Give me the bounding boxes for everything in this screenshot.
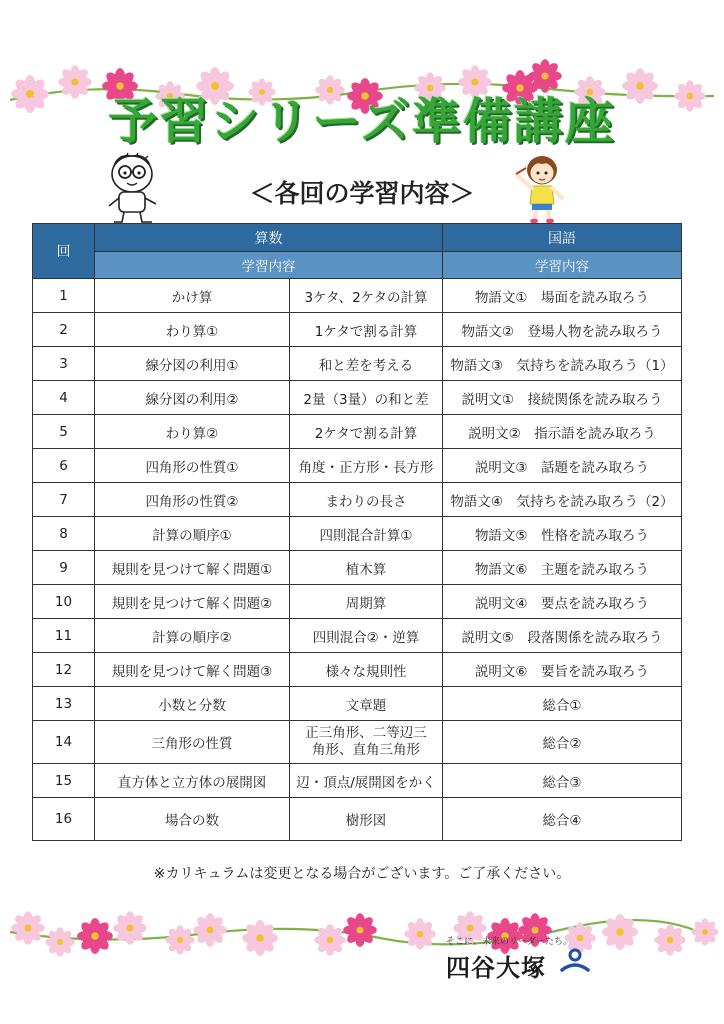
flower-icon	[404, 918, 436, 950]
curriculum-change-note: ※カリキュラムは変更となる場合がございます。ご了承ください。	[153, 866, 571, 882]
flower-icon	[77, 918, 113, 954]
math-detail: 角度・正方形・長方形	[290, 449, 443, 483]
flower-garland-bottom	[0, 892, 724, 982]
math-detail: 和と差を考える	[290, 347, 443, 381]
round-number: 9	[33, 551, 95, 585]
table-row	[33, 619, 682, 653]
flower-icon	[602, 914, 638, 950]
math-detail: 3ケタ、2ケタの計算	[290, 279, 443, 313]
math-detail-line: 角形、直角三角形	[312, 742, 420, 758]
round-number: 2	[33, 313, 95, 347]
round-number: 13	[33, 687, 95, 721]
math-detail: 四則混合②・逆算	[290, 619, 443, 653]
japanese-content: 物語文⑥ 主題を読み取ろう	[443, 551, 682, 585]
japanese-content: 説明文④ 要点を読み取ろう	[443, 585, 682, 619]
table-row	[33, 279, 682, 313]
japanese-content: 物語文③ 気持ちを読み取ろう（1）	[443, 347, 682, 381]
math-column-header: 算数	[95, 224, 443, 252]
round-number: 7	[33, 483, 95, 517]
page-title: 予習シリーズ準備講座	[108, 93, 616, 150]
flower-icon	[45, 927, 74, 956]
table-row	[33, 415, 682, 449]
round-number: 10	[33, 585, 95, 619]
round-column-header: 回	[33, 224, 95, 279]
flower-icon	[11, 911, 45, 945]
math-unit: わり算①	[95, 313, 290, 347]
math-detail	[290, 721, 443, 764]
math-detail: 四則混合計算①	[290, 517, 443, 551]
math-unit: 計算の順序①	[95, 517, 290, 551]
japanese-content: 物語文④ 気持ちを読み取ろう（2）	[443, 483, 682, 517]
japanese-sub-header: 学習内容	[443, 252, 682, 279]
math-detail: 様々な規則性	[290, 653, 443, 687]
japanese-content: 物語文② 登場人物を読み取ろう	[443, 313, 682, 347]
math-unit: 計算の順序②	[95, 619, 290, 653]
japanese-content: 物語文① 場面を読み取ろう	[443, 279, 682, 313]
round-number: 15	[33, 764, 95, 798]
table-row	[33, 381, 682, 415]
japanese-content: 総合②	[443, 721, 682, 764]
math-sub-header: 学習内容	[95, 252, 443, 279]
table-row	[33, 764, 682, 798]
table-row	[33, 517, 682, 551]
round-number: 6	[33, 449, 95, 483]
yotsuya-otsuka-logo	[446, 934, 606, 984]
japanese-content: 物語文⑤ 性格を読み取ろう	[443, 517, 682, 551]
table-row	[33, 347, 682, 381]
math-unit: 場合の数	[95, 798, 290, 841]
japanese-content: 総合③	[443, 764, 682, 798]
round-number: 14	[33, 721, 95, 764]
math-detail: 文章題	[290, 687, 443, 721]
math-unit: 規則を見つけて解く問題②	[95, 585, 290, 619]
math-detail: まわりの長さ	[290, 483, 443, 517]
round-number: 8	[33, 517, 95, 551]
math-unit: 小数と分数	[95, 687, 290, 721]
table-row	[33, 483, 682, 517]
logo-slogan: そこに、未来のリーダーたち。	[446, 937, 573, 947]
table-row	[33, 313, 682, 347]
flower-icon	[113, 911, 147, 945]
flower-icon	[193, 913, 227, 947]
japanese-content: 説明文③ 話題を読み取ろう	[443, 449, 682, 483]
table-row	[33, 551, 682, 585]
math-unit: 線分図の利用①	[95, 347, 290, 381]
table-row	[33, 721, 682, 764]
flower-icon	[165, 925, 194, 954]
math-detail: 2ケタで割る計算	[290, 415, 443, 449]
math-unit: 四角形の性質①	[95, 449, 290, 483]
round-number: 12	[33, 653, 95, 687]
math-unit: 四角形の性質②	[95, 483, 290, 517]
flower-icon	[314, 924, 346, 956]
flower-icon	[654, 924, 686, 956]
table-row	[33, 798, 682, 841]
round-number: 1	[33, 279, 95, 313]
round-number: 11	[33, 619, 95, 653]
math-detail: 辺・頂点/展開図をかく	[290, 764, 443, 798]
flower-icon	[242, 920, 278, 956]
flower-icon	[343, 913, 377, 947]
math-unit: 三角形の性質	[95, 721, 290, 764]
math-unit: 規則を見つけて解く問題①	[95, 551, 290, 585]
flower-icon	[528, 59, 562, 93]
round-number: 5	[33, 415, 95, 449]
section-subtitle: ＜各回の学習内容＞	[249, 179, 475, 208]
round-number: 3	[33, 347, 95, 381]
logo-mark-icon	[558, 944, 592, 978]
math-unit: 直方体と立方体の展開図	[95, 764, 290, 798]
table-row	[33, 687, 682, 721]
table-row	[33, 585, 682, 619]
round-number: 4	[33, 381, 95, 415]
math-unit: わり算②	[95, 415, 290, 449]
table-row	[33, 653, 682, 687]
math-detail: 1ケタで割る計算	[290, 313, 443, 347]
math-detail: 植木算	[290, 551, 443, 585]
japanese-column-header: 国語	[443, 224, 682, 252]
flower-icon	[691, 918, 718, 945]
japanese-content: 総合④	[443, 798, 682, 841]
table-row	[33, 449, 682, 483]
math-unit: 規則を見つけて解く問題③	[95, 653, 290, 687]
japanese-content: 説明文⑥ 要旨を読み取ろう	[443, 653, 682, 687]
japanese-content: 説明文⑤ 段落関係を読み取ろう	[443, 619, 682, 653]
curriculum-table	[32, 223, 682, 841]
math-unit: かけ算	[95, 279, 290, 313]
math-detail: 周期算	[290, 585, 443, 619]
math-detail: 樹形図	[290, 798, 443, 841]
japanese-content: 総合①	[443, 687, 682, 721]
logo-name: 四谷大塚	[446, 954, 546, 982]
japanese-content: 説明文② 指示語を読み取ろう	[443, 415, 682, 449]
japanese-content: 説明文① 接続関係を読み取ろう	[443, 381, 682, 415]
girl-character-illustration	[512, 152, 576, 224]
round-number: 16	[33, 798, 95, 841]
math-detail-line: 正三角形、二等辺三	[305, 725, 427, 741]
math-detail: 2量（3量）の和と差	[290, 381, 443, 415]
math-unit: 線分図の利用②	[95, 381, 290, 415]
